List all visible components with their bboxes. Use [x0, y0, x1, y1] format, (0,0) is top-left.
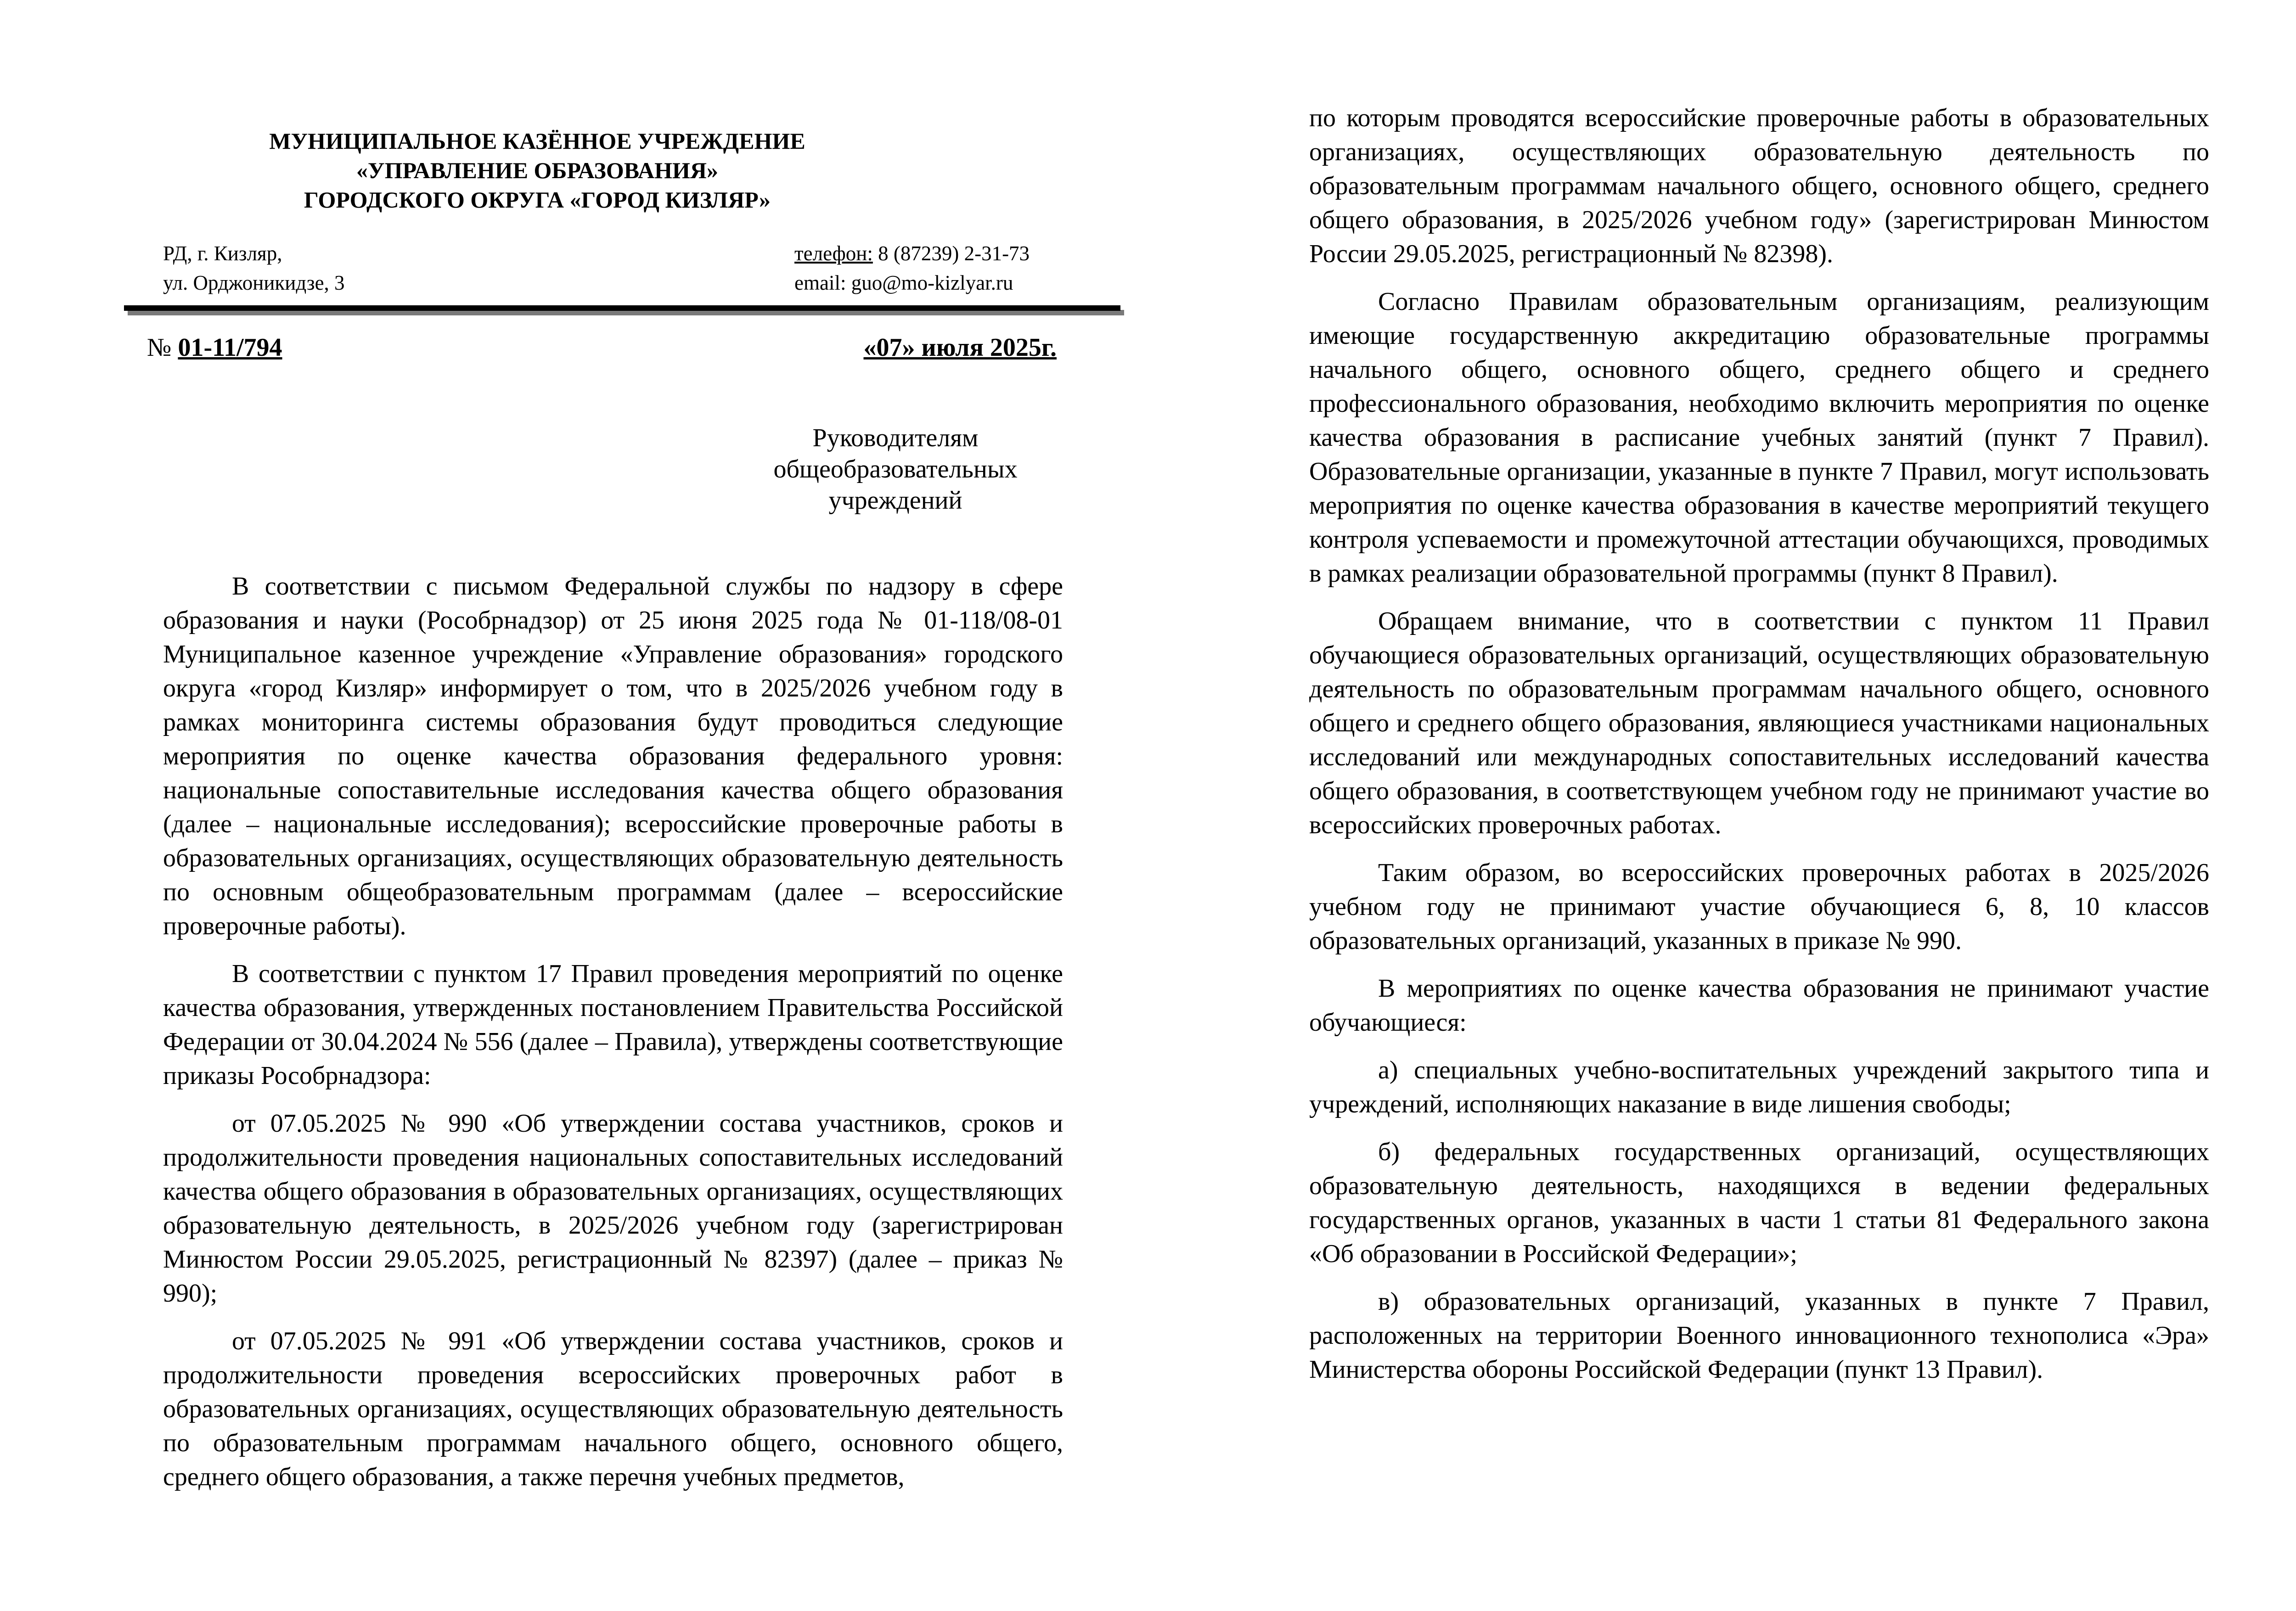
organization-name-line2: «УПРАВЛЕНИЕ ОБРАЗОВАНИЯ» — [356, 157, 718, 183]
paragraph: по которым проводятся всероссийские проверочные работы в образовательных организациях, осуществляющих образовательную деятельность по образовательным программам начального общего, основного общего, среднего общего образования, в 2025/2026 учебном году» (зарегистрирован Минюстом России 29.05.2025, регистрационный № 82398). — [1309, 104, 2209, 268]
phone-label: телефон: — [794, 242, 873, 265]
document-number — [147, 331, 282, 365]
paragraph: от 07.05.2025 № 990 «Об утверждении состава участников, сроков и продолжительности проведения национальных сопоставительных исследований качества общего образования в образовательных организациях, осуществляющих образовательную деятельность, в 2025/2026 учебном году (зарегистрирован Минюстом России 29.05.2025, регистрационный № 82397) (далее – приказ № 990); — [163, 1109, 1063, 1308]
postal-address — [163, 239, 345, 298]
addressee-line1: Руководителям — [812, 424, 979, 452]
organization-name-line1: МУНИЦИПАЛЬНОЕ КАЗЁННОЕ УЧРЕЖДЕНИЕ — [269, 128, 805, 154]
paragraph: Согласно Правилам образовательным организациям, реализующим имеющие государственную аккредитацию образовательные программы начального общего, основного общего, среднего общего и среднего профессионального образования, необходимо включить мероприятия по оценке качества образования в расписание учебных занятий (пункт 7 Правил). Образовательные организации, указанные в пункте 7 Правил, могут использовать мероприятия по оценке качества образования в качестве мероприятий текущего контроля успеваемости и промежуточной аттестации обучающихся, проводимых в рамках реализации образовательной программы (пункт 8 Правил). — [1309, 287, 2209, 588]
contact-info — [794, 239, 1030, 298]
list-item: а) специальных учебно-воспитательных учреждений закрытого типа и учреждений, исполняющих наказание в виде лишения свободы; — [1309, 1056, 2209, 1118]
address-line2: ул. Орджоникидзе, 3 — [163, 271, 345, 294]
paragraph: Обращаем внимание, что в соответствии с пунктом 11 Правил обучающиеся образовательных организаций, осуществляющих образовательную деятельность по образовательным программам начального общего, основного общего и среднего общего образования, являющиеся участниками национальных исследований или международных сопоставительных исследований качества общего образования, в соответствующем учебном году не принимают участие во всероссийских проверочных работах. — [1309, 607, 2209, 839]
addressee-line2: общеобразовательных — [773, 455, 1018, 483]
page-2-body — [1309, 101, 2209, 1386]
paragraph: Таким образом, во всероссийских проверочных работах в 2025/2026 учебном году не принимают участие обучающиеся 6, 8, 10 классов образовательных организаций, указанных в приказе № 990. — [1309, 859, 2209, 955]
letterhead-divider — [124, 305, 1120, 311]
list-item: б) федеральных государственных организаций, осуществляющих образовательную деятельность, находящихся в ведении федеральных государственных органов, указанных в части 1 статьи 81 Федерального закона «Об образовании в Российской Федерации»; — [1309, 1138, 2209, 1268]
phone-line — [794, 239, 1030, 268]
list-item: в) образовательных организаций, указанных в пункте 7 Правил, расположенных на территории Военного инновационного технополиса «Эра» Министерства обороны Российской Федерации (пункт 13 Правил). — [1309, 1287, 2209, 1384]
organization-name — [152, 126, 923, 214]
document-number-value: 01-11/794 — [178, 333, 282, 362]
page-1-body — [163, 569, 1063, 1494]
addressee — [712, 422, 1079, 516]
letter-page-2 — [1139, 0, 2279, 1611]
letter-page-3 — [2279, 0, 2296, 1611]
address-line1: РД, г. Кизляр, — [163, 242, 282, 265]
letter-page-1 — [0, 0, 1139, 1611]
document-date: «07» июля 2025г. — [863, 333, 1057, 362]
email-line: email: guo@mo-kizlyar.ru — [794, 271, 1013, 294]
paragraph: В соответствии с пунктом 17 Правил проведения мероприятий по оценке качества образования, утвержденных постановлением Правительства Российской Федерации от 30.04.2024 № 556 (далее – Правила), утверждены соответствующие приказы Рособрнадзора: — [163, 960, 1063, 1090]
document-number-prefix: № — [147, 333, 178, 362]
paragraph: от 07.05.2025 № 991 «Об утверждении состава участников, сроков и продолжительности проведения всероссийских проверочных работ в образовательных организациях, осуществляющих образовательную деятельность по образовательным программам начального общего, основного общего, среднего общего образования, а также перечня учебных предметов, — [163, 1327, 1063, 1491]
addressee-line3: учреждений — [828, 486, 962, 515]
organization-name-line3: ГОРОДСКОГО ОКРУГА «ГОРОД КИЗЛЯР» — [304, 187, 771, 213]
phone-value: 8 (87239) 2-31-73 — [872, 242, 1030, 265]
paragraph: В мероприятиях по оценке качества образования не принимают участие обучающиеся: — [1309, 974, 2209, 1037]
paragraph: В соответствии с письмом Федеральной службы по надзору в сфере образования и науки (Рособрнадзор) от 25 июня 2025 года № 01-118/08-01 Муниципальное казенное учреждение «Управление образования» городского округа «город Кизляр» информирует о том, что в 2025/2026 учебном году в рамках мониторинга системы образования будут проводиться следующие мероприятия по оценке качества образования федерального уровня: национальные сопоставительные исследования качества общего образования (далее – национальные исследования); всероссийские проверочные работы в образовательных организациях, осуществляющих образовательную деятельность по основным общеобразовательным программам (далее – всероссийские проверочные работы). — [163, 572, 1063, 940]
